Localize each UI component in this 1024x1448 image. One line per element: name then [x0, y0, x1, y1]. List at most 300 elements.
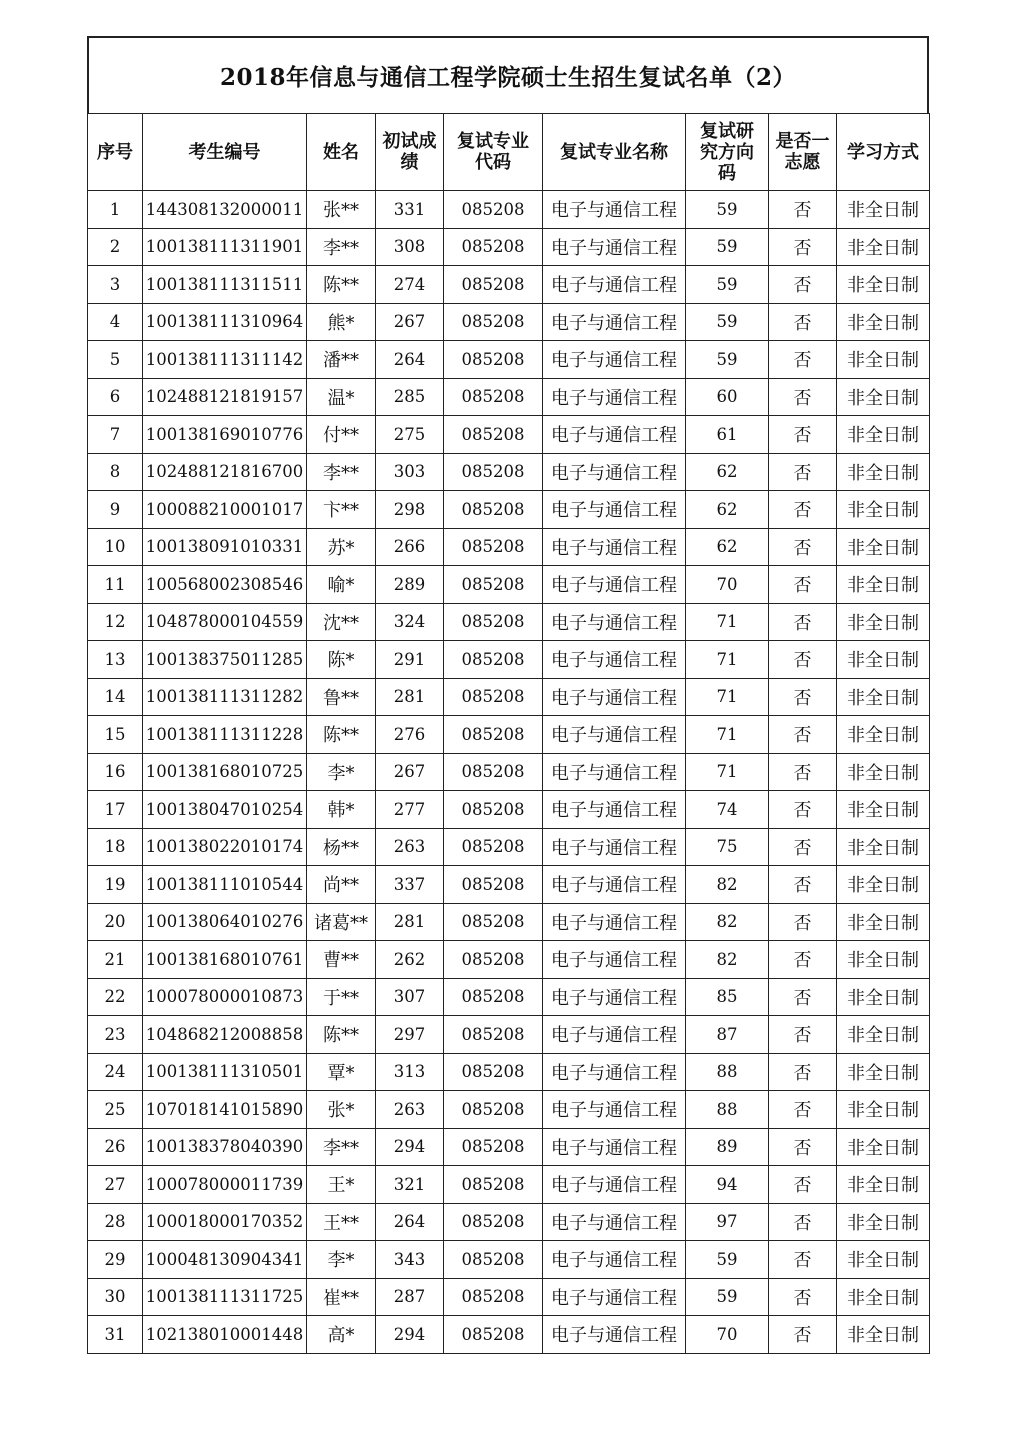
- cell-major-code: 085208: [444, 228, 543, 266]
- table-row: [88, 528, 930, 566]
- cell-score: 262: [376, 941, 444, 979]
- cell-seq: 23: [88, 1016, 143, 1054]
- cell-name: 于**: [307, 978, 376, 1016]
- table-row: [88, 903, 930, 941]
- cell-direction-code: 59: [686, 228, 769, 266]
- cell-direction-code: 71: [686, 753, 769, 791]
- cell-exam-id: 104868212008858: [143, 1016, 307, 1054]
- cell-direction-code: 82: [686, 941, 769, 979]
- cell-seq: 5: [88, 341, 143, 379]
- cell-study-mode: 非全日制: [837, 753, 930, 791]
- cell-study-mode: 非全日制: [837, 1241, 930, 1279]
- cell-name: 曹**: [307, 941, 376, 979]
- cell-score: 324: [376, 603, 444, 641]
- cell-first-choice: 否: [769, 716, 837, 754]
- cell-major-code: 085208: [444, 191, 543, 229]
- cell-direction-code: 62: [686, 453, 769, 491]
- cell-seq: 31: [88, 1316, 143, 1354]
- cell-exam-id: 100138111310964: [143, 303, 307, 341]
- cell-name: 沈**: [307, 603, 376, 641]
- cell-study-mode: 非全日制: [837, 978, 930, 1016]
- cell-direction-code: 85: [686, 978, 769, 1016]
- cell-major-name: 电子与通信工程: [543, 191, 686, 229]
- cell-exam-id: 102488121819157: [143, 378, 307, 416]
- cell-name: 陈**: [307, 716, 376, 754]
- cell-major-name: 电子与通信工程: [543, 266, 686, 304]
- table-row: [88, 603, 930, 641]
- cell-exam-id: 100018000170352: [143, 1203, 307, 1241]
- cell-exam-id: 100138375011285: [143, 641, 307, 679]
- cell-study-mode: 非全日制: [837, 191, 930, 229]
- cell-score: 285: [376, 378, 444, 416]
- cell-major-code: 085208: [444, 641, 543, 679]
- header-seq: 序号: [88, 114, 143, 191]
- cell-study-mode: 非全日制: [837, 228, 930, 266]
- cell-name: 王**: [307, 1203, 376, 1241]
- cell-direction-code: 87: [686, 1016, 769, 1054]
- cell-major-code: 085208: [444, 528, 543, 566]
- cell-name: 鲁**: [307, 678, 376, 716]
- page-title: 2018年信息与通信工程学院硕士生招生复试名单（2）: [219, 64, 797, 91]
- cell-first-choice: 否: [769, 828, 837, 866]
- cell-major-name: 电子与通信工程: [543, 1128, 686, 1166]
- header-row: [88, 114, 930, 191]
- cell-score: 321: [376, 1166, 444, 1204]
- cell-first-choice: 否: [769, 453, 837, 491]
- cell-study-mode: 非全日制: [837, 866, 930, 904]
- cell-seq: 10: [88, 528, 143, 566]
- cell-first-choice: 否: [769, 941, 837, 979]
- cell-score: 275: [376, 416, 444, 454]
- table-row: [88, 303, 930, 341]
- cell-score: 267: [376, 303, 444, 341]
- cell-seq: 15: [88, 716, 143, 754]
- table-row: [88, 1316, 930, 1354]
- cell-score: 264: [376, 1203, 444, 1241]
- cell-direction-code: 70: [686, 1316, 769, 1354]
- cell-seq: 7: [88, 416, 143, 454]
- cell-exam-id: 100138111311228: [143, 716, 307, 754]
- cell-major-name: 电子与通信工程: [543, 1016, 686, 1054]
- cell-score: 263: [376, 828, 444, 866]
- cell-name: 陈*: [307, 641, 376, 679]
- table-row: [88, 753, 930, 791]
- cell-study-mode: 非全日制: [837, 1166, 930, 1204]
- table-row: [88, 716, 930, 754]
- cell-study-mode: 非全日制: [837, 791, 930, 829]
- candidate-table: [87, 113, 930, 1354]
- cell-direction-code: 82: [686, 866, 769, 904]
- cell-major-code: 085208: [444, 1278, 543, 1316]
- cell-direction-code: 59: [686, 191, 769, 229]
- cell-exam-id: 144308132000011: [143, 191, 307, 229]
- cell-score: 281: [376, 678, 444, 716]
- cell-name: 诸葛**: [307, 903, 376, 941]
- cell-study-mode: 非全日制: [837, 1278, 930, 1316]
- cell-name: 卞**: [307, 491, 376, 529]
- cell-score: 298: [376, 491, 444, 529]
- cell-exam-id: 100078000011739: [143, 1166, 307, 1204]
- cell-major-code: 085208: [444, 716, 543, 754]
- cell-seq: 6: [88, 378, 143, 416]
- cell-major-code: 085208: [444, 828, 543, 866]
- cell-score: 289: [376, 566, 444, 604]
- cell-major-name: 电子与通信工程: [543, 1166, 686, 1204]
- cell-seq: 30: [88, 1278, 143, 1316]
- table-row: [88, 1203, 930, 1241]
- cell-score: 291: [376, 641, 444, 679]
- cell-name: 陈**: [307, 266, 376, 304]
- cell-score: 264: [376, 341, 444, 379]
- table-row: [88, 941, 930, 979]
- cell-exam-id: 102138010001448: [143, 1316, 307, 1354]
- cell-study-mode: 非全日制: [837, 641, 930, 679]
- cell-major-name: 电子与通信工程: [543, 753, 686, 791]
- table-row: [88, 791, 930, 829]
- cell-exam-id: 100568002308546: [143, 566, 307, 604]
- header-score: 初试成绩: [376, 114, 444, 191]
- cell-first-choice: 否: [769, 1128, 837, 1166]
- cell-first-choice: 否: [769, 528, 837, 566]
- cell-name: 李**: [307, 228, 376, 266]
- cell-direction-code: 71: [686, 641, 769, 679]
- cell-study-mode: 非全日制: [837, 416, 930, 454]
- cell-study-mode: 非全日制: [837, 1128, 930, 1166]
- cell-study-mode: 非全日制: [837, 266, 930, 304]
- cell-study-mode: 非全日制: [837, 453, 930, 491]
- cell-seq: 1: [88, 191, 143, 229]
- cell-score: 294: [376, 1316, 444, 1354]
- cell-direction-code: 60: [686, 378, 769, 416]
- cell-direction-code: 82: [686, 903, 769, 941]
- table-row: [88, 828, 930, 866]
- cell-name: 付**: [307, 416, 376, 454]
- cell-direction-code: 59: [686, 1278, 769, 1316]
- cell-exam-id: 100138169010776: [143, 416, 307, 454]
- cell-direction-code: 88: [686, 1053, 769, 1091]
- cell-major-code: 085208: [444, 1166, 543, 1204]
- cell-direction-code: 88: [686, 1091, 769, 1129]
- cell-first-choice: 否: [769, 341, 837, 379]
- cell-name: 高*: [307, 1316, 376, 1354]
- cell-major-code: 085208: [444, 866, 543, 904]
- cell-seq: 2: [88, 228, 143, 266]
- cell-major-name: 电子与通信工程: [543, 228, 686, 266]
- cell-first-choice: 否: [769, 1091, 837, 1129]
- cell-major-name: 电子与通信工程: [543, 1241, 686, 1279]
- cell-first-choice: 否: [769, 491, 837, 529]
- table-row: [88, 266, 930, 304]
- cell-seq: 17: [88, 791, 143, 829]
- cell-major-name: 电子与通信工程: [543, 416, 686, 454]
- cell-first-choice: 否: [769, 266, 837, 304]
- cell-seq: 8: [88, 453, 143, 491]
- table-row: [88, 1091, 930, 1129]
- header-exam-id: 考生编号: [143, 114, 307, 191]
- cell-direction-code: 61: [686, 416, 769, 454]
- cell-name: 张*: [307, 1091, 376, 1129]
- cell-major-name: 电子与通信工程: [543, 603, 686, 641]
- cell-seq: 24: [88, 1053, 143, 1091]
- cell-direction-code: 71: [686, 678, 769, 716]
- cell-major-code: 085208: [444, 753, 543, 791]
- cell-score: 287: [376, 1278, 444, 1316]
- cell-exam-id: 100138168010761: [143, 941, 307, 979]
- cell-seq: 9: [88, 491, 143, 529]
- cell-seq: 19: [88, 866, 143, 904]
- title-box: [87, 36, 929, 113]
- table-row: [88, 1053, 930, 1091]
- cell-first-choice: 否: [769, 1316, 837, 1354]
- cell-seq: 12: [88, 603, 143, 641]
- cell-direction-code: 62: [686, 528, 769, 566]
- document-page: [87, 36, 929, 1354]
- cell-study-mode: 非全日制: [837, 491, 930, 529]
- cell-name: 熊*: [307, 303, 376, 341]
- cell-exam-id: 102488121816700: [143, 453, 307, 491]
- cell-major-code: 085208: [444, 1316, 543, 1354]
- cell-first-choice: 否: [769, 1016, 837, 1054]
- cell-major-code: 085208: [444, 603, 543, 641]
- cell-study-mode: 非全日制: [837, 716, 930, 754]
- table-row: [88, 678, 930, 716]
- cell-major-name: 电子与通信工程: [543, 453, 686, 491]
- cell-study-mode: 非全日制: [837, 1091, 930, 1129]
- cell-direction-code: 75: [686, 828, 769, 866]
- cell-study-mode: 非全日制: [837, 678, 930, 716]
- table-row: [88, 416, 930, 454]
- cell-first-choice: 否: [769, 416, 837, 454]
- cell-score: 277: [376, 791, 444, 829]
- cell-major-name: 电子与通信工程: [543, 1316, 686, 1354]
- cell-seq: 4: [88, 303, 143, 341]
- cell-first-choice: 否: [769, 191, 837, 229]
- cell-exam-id: 100138168010725: [143, 753, 307, 791]
- cell-direction-code: 59: [686, 341, 769, 379]
- cell-major-code: 085208: [444, 903, 543, 941]
- cell-major-name: 电子与通信工程: [543, 1278, 686, 1316]
- cell-direction-code: 70: [686, 566, 769, 604]
- cell-exam-id: 100138111010544: [143, 866, 307, 904]
- cell-first-choice: 否: [769, 753, 837, 791]
- cell-seq: 18: [88, 828, 143, 866]
- header-direction-code: 复试研究方向码: [686, 114, 769, 191]
- cell-score: 281: [376, 903, 444, 941]
- cell-name: 韩*: [307, 791, 376, 829]
- cell-exam-id: 100138111311725: [143, 1278, 307, 1316]
- cell-seq: 29: [88, 1241, 143, 1279]
- cell-major-name: 电子与通信工程: [543, 566, 686, 604]
- cell-exam-id: 100138111310501: [143, 1053, 307, 1091]
- cell-major-name: 电子与通信工程: [543, 791, 686, 829]
- cell-first-choice: 否: [769, 603, 837, 641]
- cell-name: 杨**: [307, 828, 376, 866]
- table-row: [88, 1278, 930, 1316]
- cell-name: 李*: [307, 753, 376, 791]
- cell-exam-id: 100138111311142: [143, 341, 307, 379]
- cell-score: 266: [376, 528, 444, 566]
- cell-direction-code: 74: [686, 791, 769, 829]
- cell-major-name: 电子与通信工程: [543, 716, 686, 754]
- table-row: [88, 1241, 930, 1279]
- cell-score: 274: [376, 266, 444, 304]
- table-row: [88, 491, 930, 529]
- cell-first-choice: 否: [769, 641, 837, 679]
- cell-seq: 28: [88, 1203, 143, 1241]
- table-row: [88, 978, 930, 1016]
- header-name: 姓名: [307, 114, 376, 191]
- table-row: [88, 1128, 930, 1166]
- cell-score: 297: [376, 1016, 444, 1054]
- cell-name: 苏*: [307, 528, 376, 566]
- cell-exam-id: 100138022010174: [143, 828, 307, 866]
- cell-score: 337: [376, 866, 444, 904]
- cell-major-code: 085208: [444, 491, 543, 529]
- cell-seq: 25: [88, 1091, 143, 1129]
- header-major-name: 复试专业名称: [543, 114, 686, 191]
- table-row: [88, 1016, 930, 1054]
- cell-name: 李**: [307, 453, 376, 491]
- cell-major-code: 085208: [444, 1053, 543, 1091]
- table-row: [88, 191, 930, 229]
- cell-major-name: 电子与通信工程: [543, 528, 686, 566]
- cell-first-choice: 否: [769, 678, 837, 716]
- cell-major-code: 085208: [444, 791, 543, 829]
- cell-exam-id: 100138091010331: [143, 528, 307, 566]
- cell-major-name: 电子与通信工程: [543, 1091, 686, 1129]
- cell-major-code: 085208: [444, 303, 543, 341]
- cell-major-name: 电子与通信工程: [543, 491, 686, 529]
- cell-first-choice: 否: [769, 791, 837, 829]
- cell-exam-id: 100138111311282: [143, 678, 307, 716]
- header-study-mode: 学习方式: [837, 114, 930, 191]
- cell-study-mode: 非全日制: [837, 528, 930, 566]
- cell-study-mode: 非全日制: [837, 941, 930, 979]
- cell-first-choice: 否: [769, 378, 837, 416]
- cell-seq: 13: [88, 641, 143, 679]
- header-first-choice: 是否一志愿: [769, 114, 837, 191]
- cell-major-name: 电子与通信工程: [543, 941, 686, 979]
- cell-major-code: 085208: [444, 566, 543, 604]
- cell-first-choice: 否: [769, 1166, 837, 1204]
- cell-name: 李**: [307, 1128, 376, 1166]
- cell-score: 331: [376, 191, 444, 229]
- cell-exam-id: 100048130904341: [143, 1241, 307, 1279]
- cell-seq: 14: [88, 678, 143, 716]
- cell-exam-id: 100088210001017: [143, 491, 307, 529]
- cell-seq: 22: [88, 978, 143, 1016]
- cell-major-name: 电子与通信工程: [543, 378, 686, 416]
- cell-study-mode: 非全日制: [837, 566, 930, 604]
- cell-major-name: 电子与通信工程: [543, 1203, 686, 1241]
- cell-study-mode: 非全日制: [837, 1053, 930, 1091]
- cell-first-choice: 否: [769, 866, 837, 904]
- cell-seq: 11: [88, 566, 143, 604]
- cell-name: 潘**: [307, 341, 376, 379]
- cell-major-code: 085208: [444, 678, 543, 716]
- cell-major-code: 085208: [444, 1016, 543, 1054]
- cell-exam-id: 104878000104559: [143, 603, 307, 641]
- cell-major-code: 085208: [444, 416, 543, 454]
- cell-direction-code: 59: [686, 266, 769, 304]
- cell-major-code: 085208: [444, 266, 543, 304]
- cell-seq: 3: [88, 266, 143, 304]
- cell-major-code: 085208: [444, 341, 543, 379]
- cell-major-code: 085208: [444, 1241, 543, 1279]
- cell-seq: 21: [88, 941, 143, 979]
- cell-name: 崔**: [307, 1278, 376, 1316]
- cell-major-code: 085208: [444, 378, 543, 416]
- cell-direction-code: 59: [686, 1241, 769, 1279]
- cell-direction-code: 94: [686, 1166, 769, 1204]
- cell-name: 尚**: [307, 866, 376, 904]
- table-row: [88, 1166, 930, 1204]
- table-row: [88, 641, 930, 679]
- cell-direction-code: 97: [686, 1203, 769, 1241]
- cell-first-choice: 否: [769, 1241, 837, 1279]
- cell-exam-id: 100138064010276: [143, 903, 307, 941]
- cell-score: 313: [376, 1053, 444, 1091]
- cell-major-name: 电子与通信工程: [543, 1053, 686, 1091]
- cell-exam-id: 100138047010254: [143, 791, 307, 829]
- table-row: [88, 228, 930, 266]
- table-row: [88, 378, 930, 416]
- cell-major-code: 085208: [444, 978, 543, 1016]
- cell-first-choice: 否: [769, 228, 837, 266]
- header-major-code: 复试专业代码: [444, 114, 543, 191]
- cell-first-choice: 否: [769, 566, 837, 604]
- table-row: [88, 866, 930, 904]
- cell-name: 温*: [307, 378, 376, 416]
- cell-exam-id: 107018141015890: [143, 1091, 307, 1129]
- cell-first-choice: 否: [769, 978, 837, 1016]
- cell-major-name: 电子与通信工程: [543, 678, 686, 716]
- cell-first-choice: 否: [769, 303, 837, 341]
- cell-score: 307: [376, 978, 444, 1016]
- cell-first-choice: 否: [769, 1203, 837, 1241]
- cell-major-name: 电子与通信工程: [543, 828, 686, 866]
- cell-study-mode: 非全日制: [837, 1203, 930, 1241]
- cell-first-choice: 否: [769, 903, 837, 941]
- cell-exam-id: 100138378040390: [143, 1128, 307, 1166]
- cell-major-name: 电子与通信工程: [543, 903, 686, 941]
- cell-major-name: 电子与通信工程: [543, 303, 686, 341]
- cell-study-mode: 非全日制: [837, 341, 930, 379]
- cell-study-mode: 非全日制: [837, 903, 930, 941]
- cell-direction-code: 62: [686, 491, 769, 529]
- cell-direction-code: 71: [686, 603, 769, 641]
- cell-major-code: 085208: [444, 941, 543, 979]
- cell-score: 294: [376, 1128, 444, 1166]
- cell-major-name: 电子与通信工程: [543, 978, 686, 1016]
- cell-seq: 20: [88, 903, 143, 941]
- cell-major-code: 085208: [444, 1203, 543, 1241]
- cell-study-mode: 非全日制: [837, 1016, 930, 1054]
- cell-name: 陈**: [307, 1016, 376, 1054]
- cell-first-choice: 否: [769, 1278, 837, 1316]
- cell-seq: 26: [88, 1128, 143, 1166]
- cell-major-name: 电子与通信工程: [543, 866, 686, 904]
- cell-direction-code: 89: [686, 1128, 769, 1166]
- cell-direction-code: 59: [686, 303, 769, 341]
- cell-study-mode: 非全日制: [837, 378, 930, 416]
- cell-name: 王*: [307, 1166, 376, 1204]
- cell-study-mode: 非全日制: [837, 603, 930, 641]
- table-row: [88, 453, 930, 491]
- cell-score: 276: [376, 716, 444, 754]
- cell-score: 343: [376, 1241, 444, 1279]
- cell-exam-id: 100138111311901: [143, 228, 307, 266]
